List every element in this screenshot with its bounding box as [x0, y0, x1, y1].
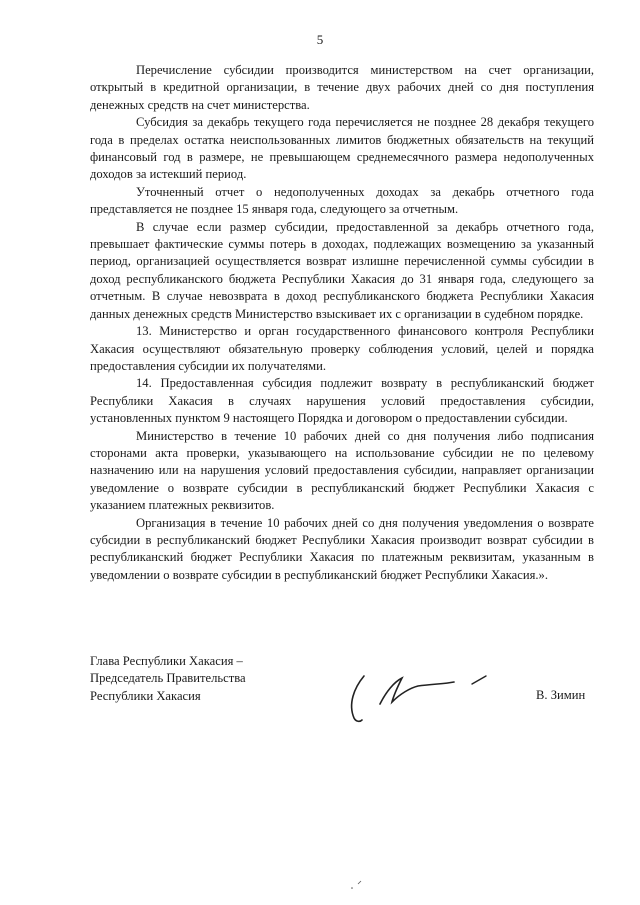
paragraph-december-subsidy: Субсидия за декабрь текущего года перечисляется не позднее 28 декабря текущего года в пределах остатка неиспользованных лимитов бюджетных обязательств на текущий финансовый год в размере, не превышающем среднемесячного размера недополученных доходов за истекший период.	[90, 115, 594, 182]
signature-title-line: Глава Республики Хакасия –	[90, 654, 243, 668]
paragraph-refined-report: Уточненный отчет о недополученных доходах за декабрь отчетного года представляется не позднее 15 января года, следующего за отчетным.	[90, 184, 594, 217]
paragraph-refund-excess: В случае если размер субсидии, предоставленной за декабрь отчетного года, превышает фактические суммы потерь в доходах, подлежащих возмещению за указанный период, организацией осуществляется возврат излишне перечисленной суммы субсидии в доход республиканского бюджета Республики Хакасия до 31 января года, следующего за отчетным. В случае невозврата в доход республиканского бюджета Республики Хакасия данных денежных средств Министерство взыскивает их с организации в судебном порядке.	[90, 219, 594, 321]
signature-title-line: Республики Хакасия	[90, 688, 201, 703]
paragraph-ministry-notice: Министерство в течение 10 рабочих дней со дня получения либо подписания сторонами акта проверки, указывающего на использование субсидии не по целевому назначению или на нарушения условий предоставления субсидии, направляет организации уведомление о возврате субсидии в республиканский бюджет Республики Хакасия с указанием платежных реквизитов.	[90, 428, 594, 513]
paragraph-transfer: Перечисление субсидии производится министерством на счет организации, открытый в кредитной организации, в течение двух рабочих дней со дня поступления денежных средств на счет министерства.	[90, 63, 594, 112]
paragraph-13-inspection: 13. Министерство и орган государственного финансового контроля Республики Хакасия осуществляют обязательную проверку соблюдения условий, целей и порядка предоставления субсидии их получателями.	[90, 324, 594, 373]
paragraph-14-return: 14. Предоставленная субсидия подлежит возврату в республиканский бюджет Республики Хакасия в случаях нарушения условий предоставления субсидии, установленных пунктом 9 настоящего Порядка и договором о предоставлении субсидии.	[90, 376, 594, 426]
handwritten-signature	[340, 660, 500, 730]
signature-title-line: Председатель Правительства	[90, 671, 246, 686]
document-body	[90, 62, 594, 584]
scan-speck	[348, 878, 368, 892]
signature-title-block	[90, 653, 246, 705]
signer-name: В. Зимин	[536, 688, 586, 702]
page-number: 5	[316, 32, 324, 47]
paragraph-organization-return: Организация в течение 10 рабочих дней со дня получения уведомления о возврате субсидии в республиканский бюджет Республики Хакасия производит возврат субсидии в республиканский бюджет Республики Хакасия по платежным реквизитам, указанным в уведомлении о возврате субсидии в республиканский бюджет Республики Хакасия.».	[90, 515, 594, 582]
